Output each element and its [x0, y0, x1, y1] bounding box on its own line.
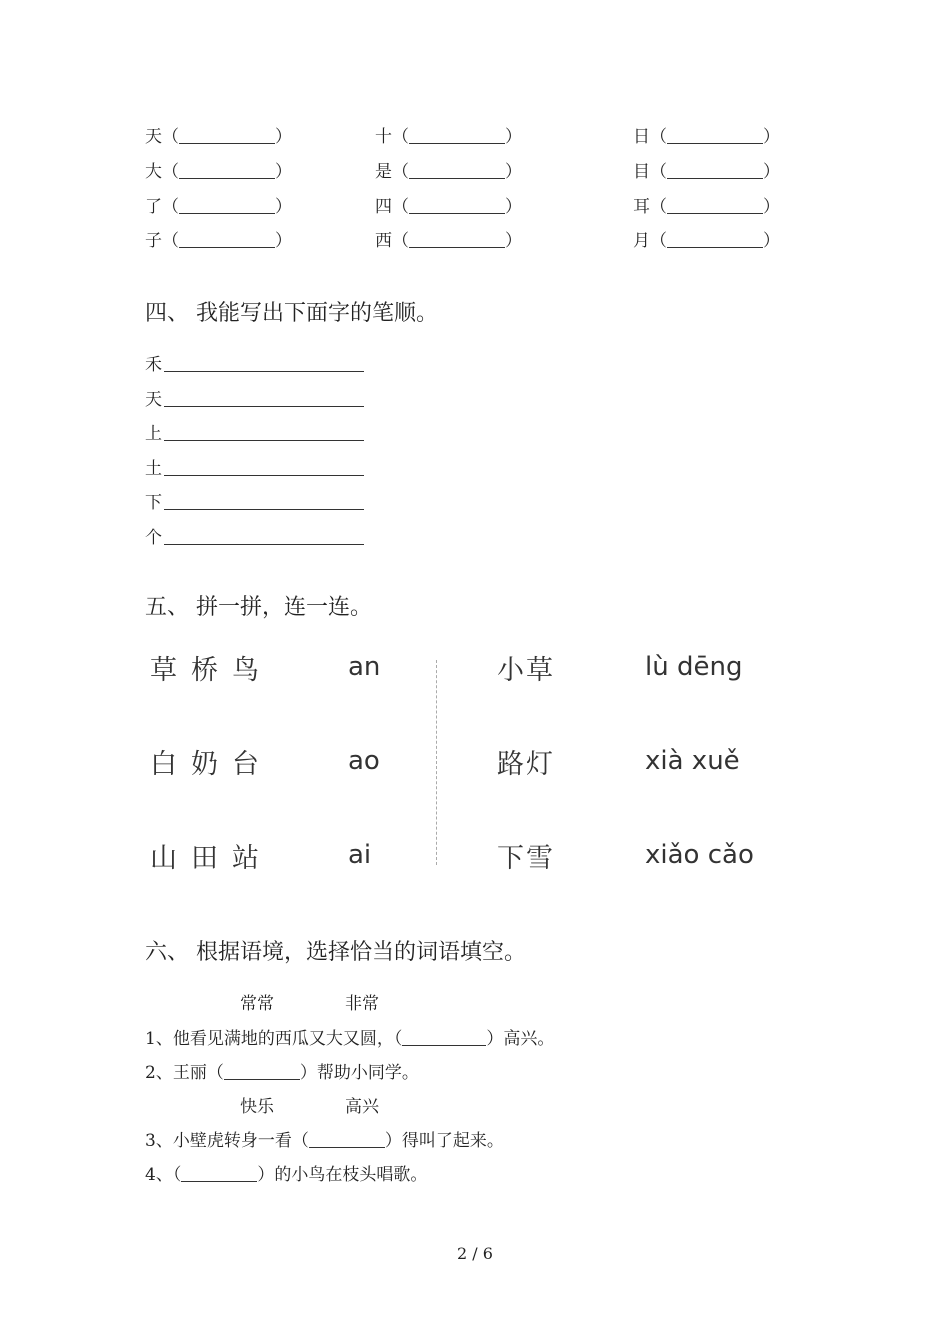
answer-blank[interactable]: [179, 128, 275, 144]
word-choice: 快乐: [240, 1097, 274, 1117]
answer-blank[interactable]: [402, 1030, 486, 1046]
grid-cell: 十（ ）: [375, 127, 522, 147]
question-2: 2、王丽（ ）帮助小同学。: [145, 1063, 419, 1083]
grid-cell: 西（ ）: [375, 231, 522, 251]
word: 路灯: [497, 749, 555, 780]
word-pinyin: xià xuě: [645, 746, 740, 776]
question-3: 3、小壁虎转身一看（ ）得叫了起来。: [145, 1131, 504, 1151]
grid-char: 西: [375, 231, 392, 251]
grid-char: 是: [375, 162, 392, 182]
grid-char: 子: [145, 231, 162, 251]
answer-blank[interactable]: [667, 232, 763, 248]
stroke-answer-line[interactable]: [164, 459, 364, 476]
answer-blank[interactable]: [179, 232, 275, 248]
section6-title: 六、 根据语境，选择恰当的词语填空。: [145, 940, 526, 965]
section5-title: 五、 拼一拼，连一连。: [145, 595, 372, 620]
char-group: 白奶台: [150, 749, 273, 780]
final-pinyin: an: [348, 652, 381, 682]
grid-char: 天: [145, 127, 162, 147]
answer-blank[interactable]: [309, 1132, 385, 1148]
stroke-row: 下: [145, 488, 364, 513]
stroke-row: 土: [145, 454, 364, 479]
grid-cell: 月（ ）: [633, 231, 780, 251]
grid-cell: 大（ ）: [145, 162, 292, 182]
grid-cell: 目（ ）: [633, 162, 780, 182]
char-group: 草桥鸟: [150, 655, 273, 686]
page-number: 2 / 6: [457, 1244, 493, 1263]
word-choice: 常常: [240, 994, 274, 1014]
word-pinyin: lù dēng: [645, 652, 743, 682]
final-pinyin: ao: [348, 746, 380, 776]
word-choice: 非常: [345, 994, 379, 1014]
section4-title: 四、 我能写出下面字的笔顺。: [145, 301, 438, 326]
answer-blank[interactable]: [224, 1064, 300, 1080]
grid-char: 耳: [633, 197, 650, 217]
word-choice: 高兴: [345, 1097, 379, 1117]
grid-char: 目: [633, 162, 650, 182]
answer-blank[interactable]: [409, 163, 505, 179]
stroke-row: 上: [145, 419, 364, 444]
grid-char: 了: [145, 197, 162, 217]
grid-cell: 是（ ）: [375, 162, 522, 182]
char-group: 山田站: [150, 843, 273, 874]
answer-blank[interactable]: [181, 1166, 257, 1182]
answer-blank[interactable]: [667, 163, 763, 179]
stroke-answer-line[interactable]: [164, 493, 364, 510]
answer-blank[interactable]: [409, 128, 505, 144]
grid-cell: 子（ ）: [145, 231, 292, 251]
stroke-answer-line[interactable]: [164, 424, 364, 441]
question-4: 4、（ ）的小鸟在枝头唱歌。: [145, 1165, 428, 1185]
stroke-row: 禾: [145, 350, 364, 375]
answer-blank[interactable]: [179, 163, 275, 179]
grid-cell: 四（ ）: [375, 197, 522, 217]
grid-cell: 天（ ）: [145, 127, 292, 147]
grid-char: 大: [145, 162, 162, 182]
grid-cell: 日（ ）: [633, 127, 780, 147]
stroke-answer-line[interactable]: [164, 355, 364, 372]
answer-blank[interactable]: [179, 198, 275, 214]
answer-blank[interactable]: [409, 232, 505, 248]
stroke-row: 个: [145, 523, 364, 548]
grid-cell: 了（ ）: [145, 197, 292, 217]
grid-char: 十: [375, 127, 392, 147]
stroke-row: 天: [145, 385, 364, 410]
answer-blank[interactable]: [667, 198, 763, 214]
word-pinyin: xiǎo cǎo: [645, 840, 754, 870]
stroke-answer-line[interactable]: [164, 528, 364, 545]
grid-char: 月: [633, 231, 650, 251]
divider-line: [436, 660, 437, 865]
answer-blank[interactable]: [667, 128, 763, 144]
word: 下雪: [497, 843, 555, 874]
grid-cell: 耳（ ）: [633, 197, 780, 217]
grid-char: 四: [375, 197, 392, 217]
question-1: 1、他看见满地的西瓜又大又圆，（ ）高兴。: [145, 1029, 555, 1049]
answer-blank[interactable]: [409, 198, 505, 214]
stroke-answer-line[interactable]: [164, 390, 364, 407]
grid-char: 日: [633, 127, 650, 147]
final-pinyin: ai: [348, 840, 372, 870]
word: 小草: [497, 655, 555, 686]
